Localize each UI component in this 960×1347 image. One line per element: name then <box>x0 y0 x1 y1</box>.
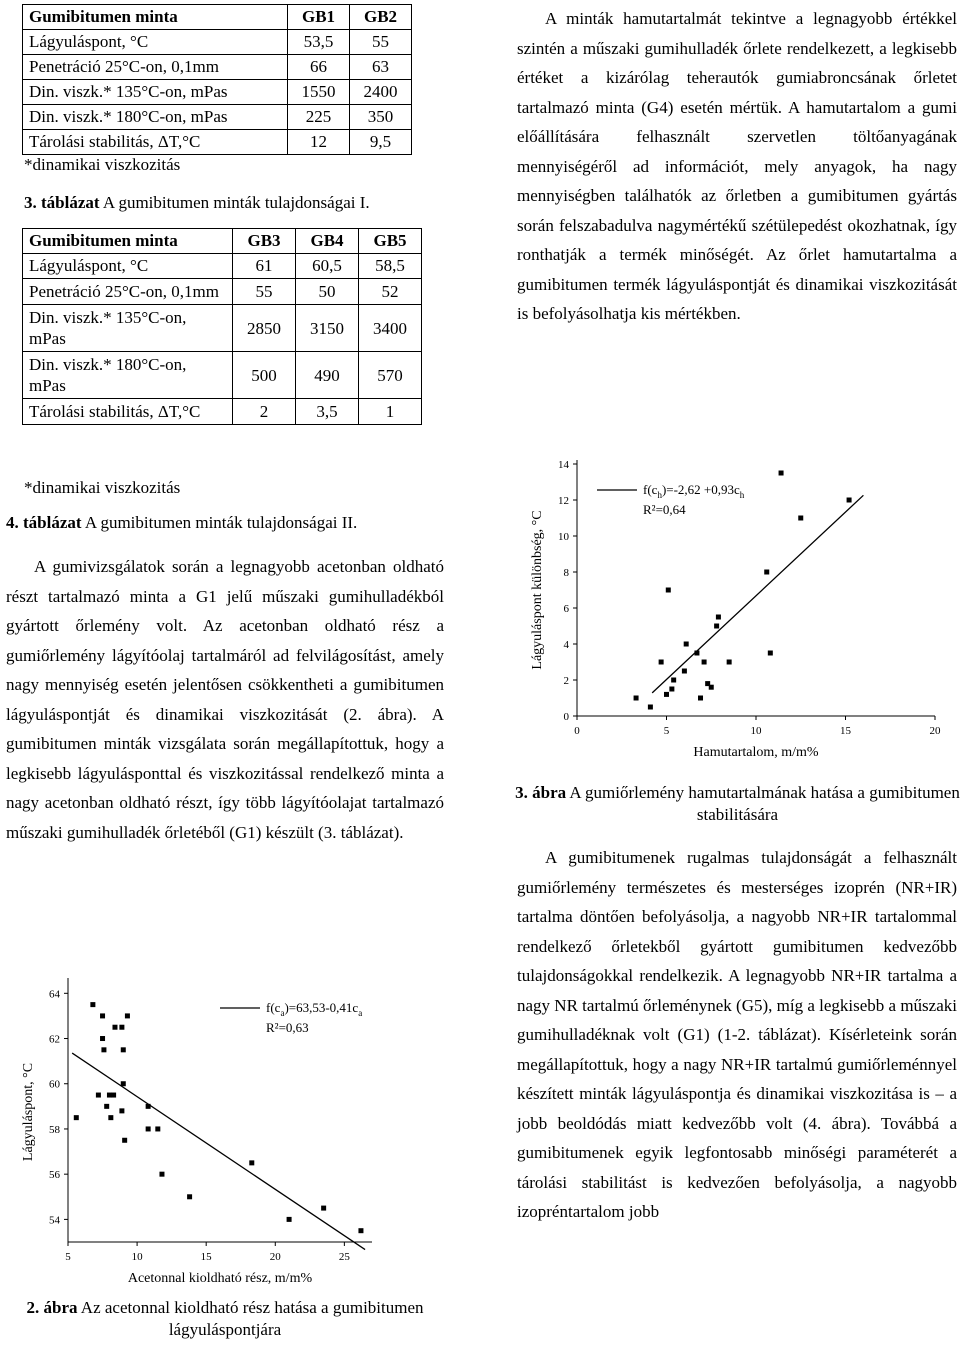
table-row <box>23 55 412 80</box>
data-point <box>146 1126 151 1131</box>
y-tick-label: 2 <box>563 675 569 687</box>
x-tick-label: 25 <box>338 1251 350 1263</box>
table-cell: 52 <box>359 279 422 305</box>
data-point <box>122 1138 127 1143</box>
table-cell: 3150 <box>296 305 359 352</box>
legend-equation: $f(c_a)=63,53-0,41c_a$ <box>266 1000 363 1018</box>
table-header-cell: GB3 <box>233 229 296 254</box>
data-point <box>698 696 703 701</box>
caption-text: A gumibitumen minták tulajdonságai I. <box>99 193 370 212</box>
data-point <box>768 651 773 656</box>
data-point <box>100 1013 105 1018</box>
table-row <box>23 279 422 305</box>
caption-text: Az acetonnal kioldható rész hatása a gumibitumen lágyuláspontjára <box>77 1298 424 1339</box>
data-point <box>634 696 639 701</box>
caption-label: 4. táblázat <box>6 513 82 532</box>
table-cell: 12 <box>288 130 350 155</box>
x-tick-label: 5 <box>65 1251 71 1263</box>
body-paragraph: A gumibitumenek rugalmas tulajdonságát a felhasznált gumiőrlemény természetes és mesterséges izoprén (NR+IR) tartalma döntően befolyásolja, a nagyobb NR+IR tartalommal rendelkező őrletekből gyártott gumibitumen kedvezőbb tulajdonságokkal rendelkezik. A legnagyobb NR+IR tartalma a nagy NR tartalmú őrleménynek (G5), míg a legkisebb a műszaki gumihulladéknak volt (G1) (1-2. táblázat). Kísérleteink során megállapítottuk, hogy a nagy NR+IR tartalmú gumiőrleménnyel készített minták lágyuláspontja és dinamikai viszkozitása is – a jobb beoldódás miatt kedvezőbb volt (4. ábra). Továbbá a gumibitumenek egyik legfontosabb minőségi paraméterét a tárolási stabilitást is kedvezően befolyásolja, a nagyobb izopréntartalom jobb <box>517 848 957 1221</box>
table-cell: 490 <box>296 352 359 399</box>
table-row <box>23 80 412 105</box>
data-point <box>664 692 669 697</box>
data-point <box>112 1025 117 1030</box>
table-cell: Penetráció 25°C-on, 0,1mm <box>23 279 233 305</box>
table-cell: 9,5 <box>350 130 412 155</box>
table-cell: 2 <box>233 399 296 425</box>
body-paragraph: A minták hamutartalmát tekintve a legnagyobb értékkel szintén a műszaki gumihulladék őrlete rendelkezett, a legkisebb értéket a kizárólag teherautók gumiabroncsának őrletet tartalmazó minta (G4) esetén mértük. A hamutartalom a gumi előállítására felhasznált szervetlen töltőanyagának mennyiségéről ad információt, mely anyagok, ha nagy mennyiségben találhatók az őrletben a gumibitumen gyártás során felszabadulva nagymértékű szétülepedést okozhatnak, így ronthatják a termék minőségét. Az őrlet hamutartalma a gumibitumen termék lágyuláspontját és dinamikai viszkozitását is befolyásolhatja kis mértékben. <box>517 9 957 323</box>
x-tick-label: 5 <box>663 725 670 737</box>
y-tick-label: 0 <box>563 711 569 723</box>
table-cell: 3400 <box>359 305 422 352</box>
y-tick-label: 64 <box>49 988 60 1001</box>
data-point <box>96 1093 101 1098</box>
table-row <box>23 105 412 130</box>
caption-text: A gumiőrlemény hamutartalmának hatása a gumibitumen stabilitására <box>566 783 960 824</box>
table-cell: 500 <box>233 352 296 399</box>
data-point <box>694 651 699 656</box>
table-caption <box>24 193 370 213</box>
data-point <box>714 624 719 629</box>
caption-label: 3. táblázat <box>24 193 100 212</box>
y-tick-label: 8 <box>563 567 569 579</box>
data-point <box>119 1025 124 1030</box>
data-point <box>101 1047 106 1052</box>
data-point <box>702 660 707 665</box>
data-point <box>121 1081 126 1086</box>
data-point <box>187 1194 192 1199</box>
figure-caption <box>0 1297 450 1341</box>
x-tick-label: 20 <box>269 1251 281 1263</box>
y-tick-label: 14 <box>558 459 569 471</box>
table-cell: 350 <box>350 105 412 130</box>
table-cell: Din. viszk.* 180°C-on, mPas <box>23 352 233 399</box>
table-cell: 53,5 <box>288 30 350 55</box>
trend-line <box>652 495 863 693</box>
table-row <box>23 352 422 399</box>
table-cell: Din. viszk.* 135°C-on, mPas <box>23 80 288 105</box>
x-tick-label: 20 <box>929 725 941 737</box>
y-tick-label: 4 <box>563 639 569 651</box>
data-point <box>121 1047 126 1052</box>
figure-2-chart <box>0 960 420 1290</box>
data-point <box>100 1036 105 1041</box>
data-point <box>764 570 769 575</box>
table-cell: 2850 <box>233 305 296 352</box>
legend-r-squared: R²=0,63 <box>266 1020 309 1035</box>
data-point <box>684 642 689 647</box>
table-cell: 3,5 <box>296 399 359 425</box>
body-paragraph: A gumivizsgálatok során a legnagyobb acetonban oldható részt tartalmazó minta a G1 jelű műszaki gumihulladékból gyártott őrlemény volt. Az acetonban oldható rész a gumiőrlemény lágyítóolaj tartalmáról ad felvilágosítást, amely nagy mennyiség esetén jelentősen csökkentheti a gumibitumen lágyuláspontját és dinamikai viszkozitását (2. ábra). A gumibitumen minták vizsgálata során megállapítottuk, hogy a legkisebb lágyulásponttal és viszkozitással rendelkező minta a nagy acetonban oldható részt, így több lágyítóolajat tartalmazó műszaki gumihulladék őrletéből (G1) készült (3. táblázat). <box>6 557 444 842</box>
data-point <box>669 687 674 692</box>
data-point <box>659 660 664 665</box>
x-tick-label: 0 <box>574 725 580 737</box>
data-point <box>779 471 784 476</box>
table-cell: Tárolási stabilitás, ΔT,°C <box>23 130 288 155</box>
table-cell: 55 <box>233 279 296 305</box>
x-tick-label: 10 <box>750 725 762 737</box>
y-tick-label: 58 <box>49 1123 60 1136</box>
x-tick-label: 15 <box>840 725 851 737</box>
data-point <box>90 1002 95 1007</box>
data-point <box>146 1104 151 1109</box>
data-point <box>249 1160 254 1165</box>
table-row <box>23 254 422 279</box>
data-point <box>125 1013 130 1018</box>
figure-caption <box>515 782 960 826</box>
table-cell: Tárolási stabilitás, ΔT,°C <box>23 399 233 425</box>
data-point <box>287 1217 292 1222</box>
table-cell: 2400 <box>350 80 412 105</box>
data-point <box>709 685 714 690</box>
table-header-cell: GB4 <box>296 229 359 254</box>
x-axis-label: Hamutartalom, m/m% <box>693 745 819 760</box>
data-point <box>682 669 687 674</box>
table-header-row <box>23 229 422 254</box>
trend-line <box>72 1053 365 1250</box>
data-point <box>155 1126 160 1131</box>
y-tick-label: 12 <box>558 495 569 507</box>
table-row <box>23 130 412 155</box>
figure-3-chart <box>515 450 955 775</box>
table-cell: 60,5 <box>296 254 359 279</box>
caption-label: 2. ábra <box>26 1298 78 1317</box>
table-cell: 225 <box>288 105 350 130</box>
data-point <box>74 1115 79 1120</box>
table-cell: 58,5 <box>359 254 422 279</box>
table-cell: 61 <box>233 254 296 279</box>
data-point <box>321 1206 326 1211</box>
data-point <box>648 705 653 710</box>
table-cell: 1550 <box>288 80 350 105</box>
x-tick-label: 15 <box>200 1251 212 1263</box>
data-point <box>111 1093 116 1098</box>
y-tick-label: 6 <box>563 603 569 615</box>
data-point <box>798 516 803 521</box>
table-cell: 570 <box>359 352 422 399</box>
data-point <box>671 678 676 683</box>
y-tick-label: 10 <box>558 531 569 543</box>
table-caption <box>6 513 357 533</box>
table-4 <box>22 228 422 425</box>
table-cell: 55 <box>350 30 412 55</box>
table-footnote: *dinamikai viszkozitás <box>24 478 181 497</box>
data-point <box>358 1228 363 1233</box>
caption-text: A gumibitumen minták tulajdonságai II. <box>81 513 358 532</box>
table-header-cell: GB5 <box>359 229 422 254</box>
table-cell: 66 <box>288 55 350 80</box>
table-cell: Lágyuláspont, °C <box>23 254 233 279</box>
table-footnote: *dinamikai viszkozitás <box>24 155 181 174</box>
data-point <box>159 1172 164 1177</box>
y-tick-label: 62 <box>49 1033 60 1046</box>
table-3 <box>22 4 412 155</box>
y-axis-label: Lágyuláspont, °C <box>21 1062 36 1162</box>
table-row <box>23 399 422 425</box>
table-header-cell: GB2 <box>350 5 412 30</box>
data-point <box>666 588 671 593</box>
table-cell: 1 <box>359 399 422 425</box>
caption-label: 3. ábra <box>515 783 567 802</box>
table-row <box>23 305 422 352</box>
y-axis-label: Lágyuláspont különbség, °C <box>530 510 545 670</box>
data-point <box>716 615 721 620</box>
legend-r-squared: R²=0,64 <box>643 502 686 517</box>
x-tick-label: 10 <box>131 1251 143 1263</box>
table-cell: Lágyuláspont, °C <box>23 30 288 55</box>
y-tick-label: 60 <box>49 1078 60 1091</box>
y-tick-label: 54 <box>49 1214 60 1227</box>
x-axis-label: Acetonnal kioldható rész, m/m% <box>127 1271 313 1286</box>
y-tick-label: 56 <box>49 1169 60 1182</box>
table-header-cell: GB1 <box>288 5 350 30</box>
data-point <box>847 498 852 503</box>
table-cell: 50 <box>296 279 359 305</box>
table-cell: 63 <box>350 55 412 80</box>
table-cell: Din. viszk.* 180°C-on, mPas <box>23 105 288 130</box>
table-cell: Din. viszk.* 135°C-on, mPas <box>23 305 233 352</box>
data-point <box>727 660 732 665</box>
table-header-row <box>23 5 412 30</box>
legend-equation: $f(c_h)=-2,62 +0,93c_h$ <box>643 482 745 500</box>
data-point <box>104 1104 109 1109</box>
data-point <box>108 1115 113 1120</box>
table-cell: Penetráció 25°C-on, 0,1mm <box>23 55 288 80</box>
table-header-cell: Gumibitumen minta <box>23 229 233 254</box>
data-point <box>119 1108 124 1113</box>
table-row <box>23 30 412 55</box>
table-header-cell: Gumibitumen minta <box>23 5 288 30</box>
